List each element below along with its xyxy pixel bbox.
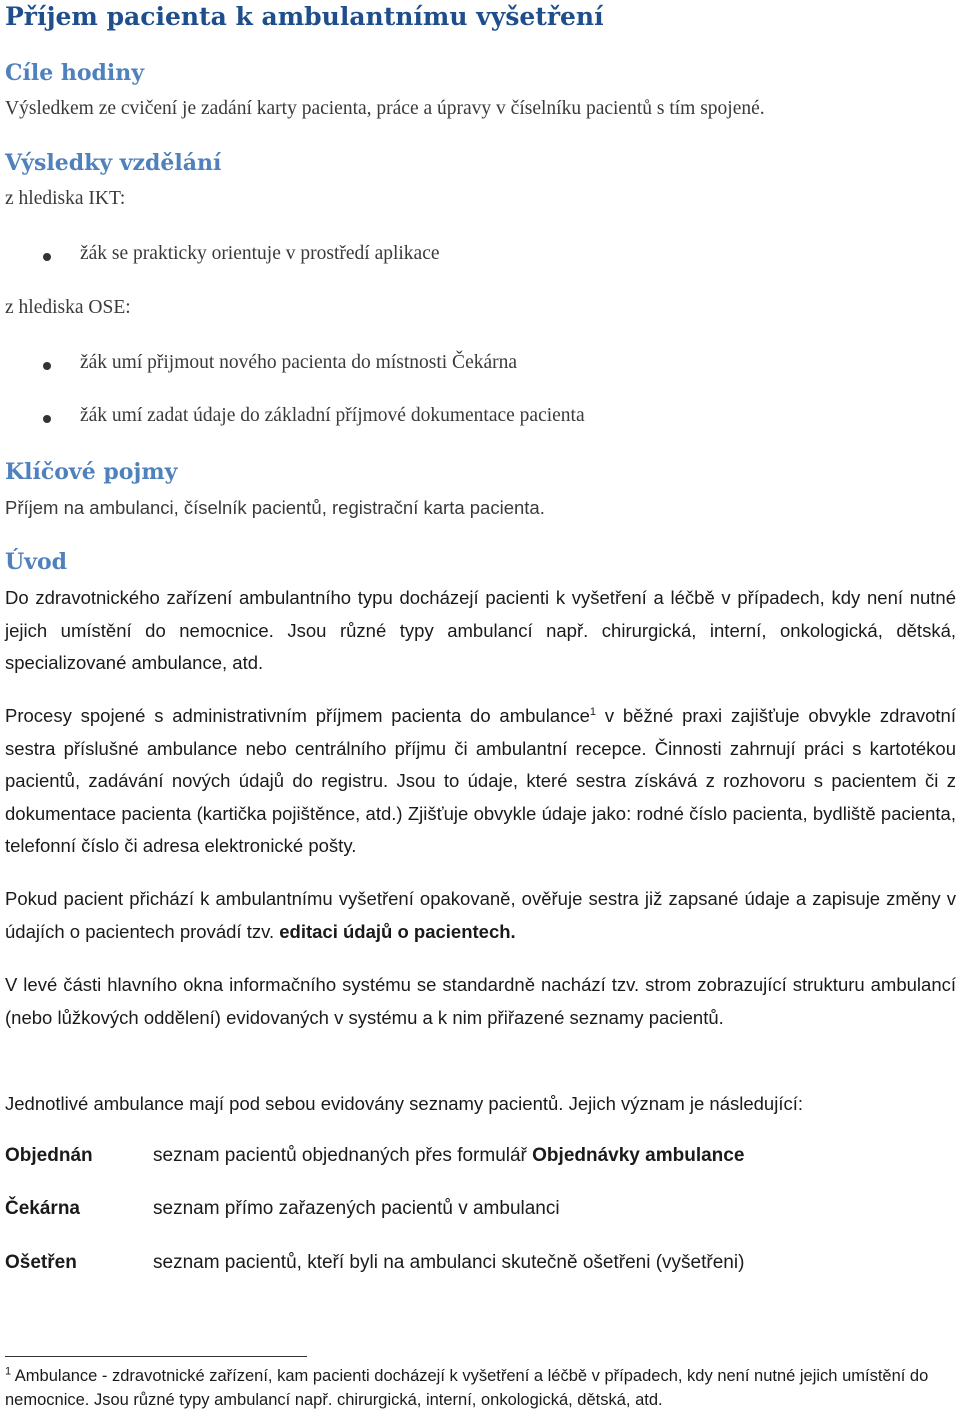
ose-item: žák umí zadat údaje do základní příjmové dokumentace pacienta — [80, 405, 585, 426]
section-heading-cile: Cíle hodiny — [5, 60, 145, 86]
uvod-paragraph-2 — [5, 700, 956, 863]
ikt-label: z hlediska IKT: — [5, 188, 126, 209]
p2-text-b: v běžné praxi zajišťuje obvykle zdravotní sestra příslušné ambulance nebo centrálního příjmu či ambulantní recepce. Činnosti zahrnují práci s kartotékou pacientů, zadávání nových údajů do registru. Jsou to údaje, které sestra získává z rozhovoru s pacientem či z dokumentace pacienta (kartička pojištěnce, atd.) Zjišťuje obvykle údaje jako: rodné číslo pacienta, bydliště pacienta, telefonní číslo či adresa elektronické pošty. — [5, 705, 956, 856]
list-def-osetren: seznam pacientů, kteří byli na ambulanci skutečně ošetřeni (vyšetřeni) — [153, 1252, 745, 1273]
footnote-text: Ambulance - zdravotnické zařízení, kam pacienti docházejí k vyšetření a léčbě v případech, kdy není nutné jejich umístění do nemocnice. Jsou různé typy ambulancí např. chirurgická, interní, onkologická, dětská, atd. — [5, 1367, 929, 1409]
footnote-separator — [5, 1356, 307, 1357]
section-heading-klicove-pojmy: Klíčové pojmy — [5, 459, 178, 485]
footnote — [5, 1364, 956, 1412]
p2-text-a: Procesy spojené s administrativním příjmem pacienta do ambulance — [5, 705, 590, 726]
bullet-marker — [43, 415, 51, 423]
bullet-marker — [43, 253, 51, 261]
bullet-marker — [43, 362, 51, 370]
def-text: seznam pacientů objednaných přes formulář — [153, 1145, 533, 1166]
page-title: Příjem pacienta k ambulantnímu vyšetření — [5, 2, 604, 31]
section-heading-vysledky: Výsledky vzdělání — [5, 150, 222, 176]
ikt-item: žák se prakticky orientuje v prostředí aplikace — [80, 243, 440, 264]
section-heading-uvod: Úvod — [5, 549, 68, 575]
list-term-osetren: Ošetřen — [5, 1252, 77, 1273]
def-bold-text: Objednávky ambulance — [532, 1145, 745, 1166]
footnote-ref[interactable]: 1 — [589, 705, 597, 718]
ose-label: z hlediska OSE: — [5, 297, 131, 318]
list-term-cekarna: Čekárna — [5, 1198, 80, 1219]
list-def-cekarna: seznam přímo zařazených pacientů v ambulanci — [153, 1198, 560, 1219]
uvod-paragraph-4: V levé části hlavního okna informačního systému se standardně nachází tzv. strom zobrazující strukturu ambulancí (nebo lůžkových oddělení) evidovaných v systému a k nim přiřazené seznamy pacientů. — [5, 974, 956, 1028]
footnote-number: 1 — [5, 1365, 12, 1378]
uvod-paragraph-3 — [5, 883, 956, 948]
klicove-pojmy-text: Příjem na ambulanci, číselník pacientů, registrační karta pacienta. — [5, 497, 545, 518]
cile-text: Výsledkem ze cvičení je zadání karty pacienta, práce a úpravy v číselníku pacientů s tím spojené. — [5, 98, 765, 119]
uvod-paragraph-5: Jednotlivé ambulance mají pod sebou evidovány seznamy pacientů. Jejich význam je následující: — [5, 1093, 804, 1114]
p3-bold-text: editaci údajů o pacientech. — [279, 920, 516, 942]
ose-item: žák umí přijmout nového pacienta do místnosti Čekárna — [80, 352, 518, 373]
list-def-objednan — [153, 1145, 744, 1167]
uvod-paragraph-1: Do zdravotnického zařízení ambulantního typu docházejí pacienti k vyšetření a léčbě v případech, kdy není nutné jejich umístění do nemocnice. Jsou různé typy ambulancí např. chirurgická, interní, onkologická, dětská, specializované ambulance, atd. — [5, 587, 956, 673]
list-term-objednan: Objednán — [5, 1145, 93, 1166]
p3-text: Pokud pacient přichází k ambulantnímu vyšetření opakovaně, ověřuje sestra již zapsané údaje a zapisuje změny v údajích o pacientech provádí tzv. — [5, 888, 956, 942]
